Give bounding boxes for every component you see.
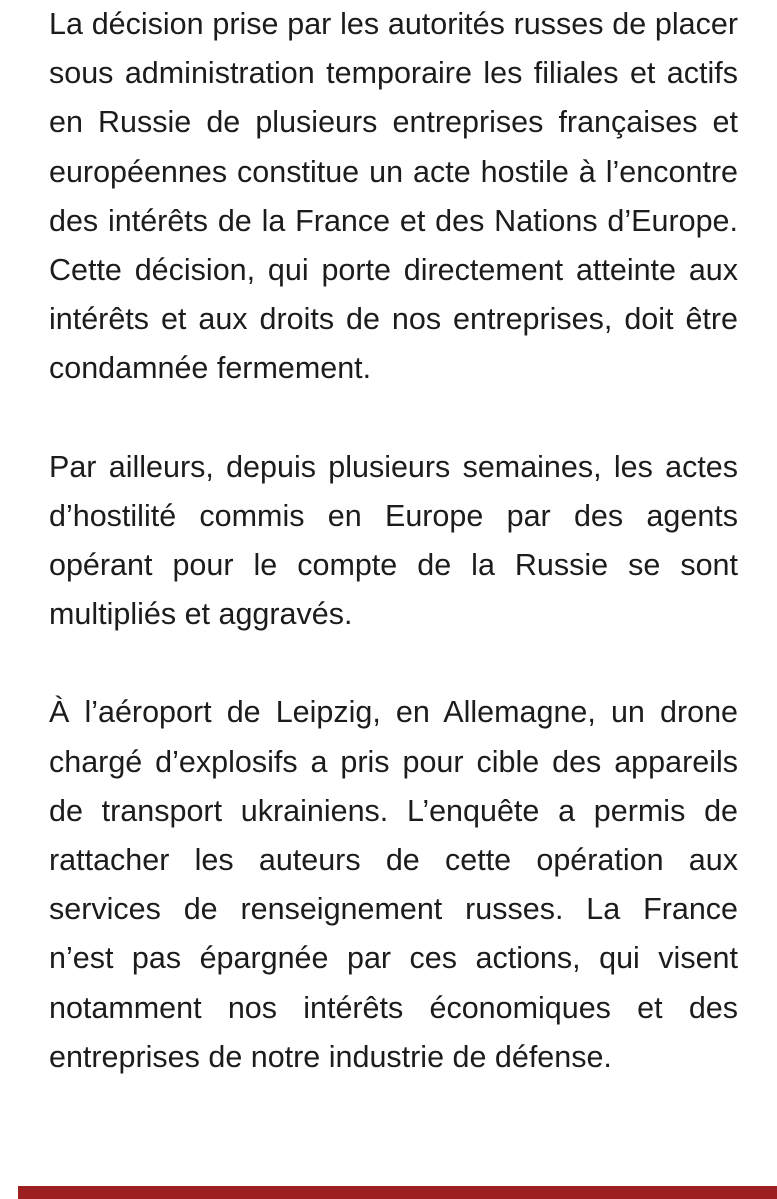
statement-body — [49, 0, 738, 1082]
paragraph-hostile-acts: Par ailleurs, depuis plusieurs semaines, les actes d’hostilité commis en Europe par des agents opérant pour le compte de la Russie se sont multipliés et aggravés. — [49, 449, 738, 632]
footer-accent-bar — [18, 1186, 777, 1199]
paragraph-leipzig-airport: À l’aéroport de Leipzig, en Allemagne, un drone chargé d’explosifs a pris pour cible des appareils de transport ukrainiens. L’enquête a permis de rattacher les auteurs de cette opération aux services de renseignement russes. La France n’est pas épargnée par ces actions, qui visent notamment nos intérêts économiques et des entreprises de notre industrie de défense. — [49, 695, 738, 1074]
paragraph-russian-decision: La décision prise par les autorités russes de placer sous administration temporaire les filiales et actifs en Russie de plusieurs entreprises françaises et européennes constitue un acte hostile à l’encontre des intérêts de la France et des Nations d’Europe. Cette décision, qui porte directement atteinte aux intérêts et aux droits de nos entreprises, doit être condamnée fermement. — [49, 7, 738, 386]
